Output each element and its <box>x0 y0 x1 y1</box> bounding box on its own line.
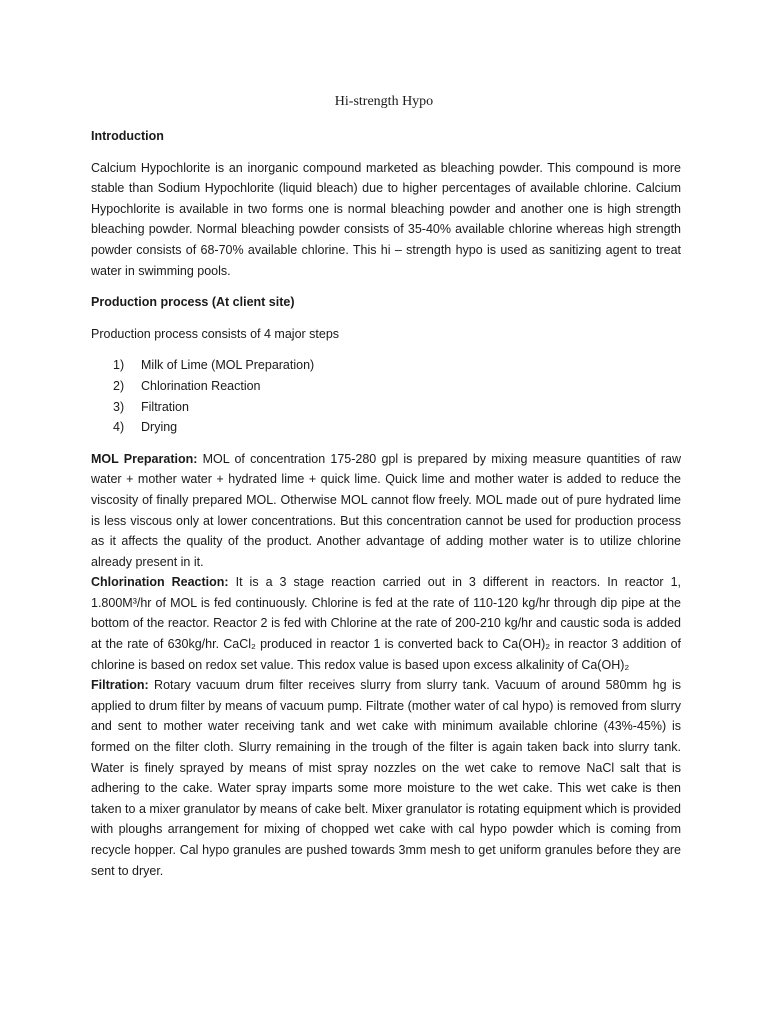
list-item-label: Filtration <box>141 399 189 414</box>
list-item-label: Drying <box>141 420 178 435</box>
filtration-section <box>91 675 681 881</box>
list-item-number: 1) <box>113 358 125 373</box>
filtration-label: Filtration: <box>91 678 149 693</box>
list-item-number: 4) <box>113 420 125 435</box>
list-item-number: 2) <box>113 378 125 393</box>
list-item <box>91 376 681 397</box>
production-steps-list <box>91 355 681 437</box>
chlorination-text: It is a 3 stage reaction carried out in 3 different in reactors. In reactor 1, 1.800M³/hr of MOL is fed continuously. Chlorine is fed at the rate of 110-120 kg/hr through dip pipe at the bottom of the reactor. Reactor 2 is fed with Chlorine at the rate of 200-210 kg/hr and caustic soda is added at the rate of 630kg/hr. CaCl₂ produced in reactor 1 is converted back to Ca(OH)₂ in reactor 3 addition of chlorine is based on redox set value. This redox value is based upon excess alkalinity of Ca(OH)₂ <box>91 575 682 672</box>
chlorination-label: Chlorination Reaction: <box>91 575 229 590</box>
production-heading: Production process (At client site) <box>91 295 295 310</box>
production-intro: Production process consists of 4 major steps <box>91 326 340 341</box>
list-item <box>91 355 681 376</box>
document-title: Hi-strength Hypo <box>334 94 434 109</box>
list-item-label: Milk of Lime (MOL Preparation) <box>141 358 315 373</box>
list-item-number: 3) <box>113 399 125 414</box>
list-item-label: Chlorination Reaction <box>141 378 261 393</box>
chlorination-section <box>91 572 681 675</box>
filtration-text: Rotary vacuum drum filter receives slurry from slurry tank. Vacuum of around 580mm hg is applied to drum filter by means of vacuum pump. Filtrate (mother water of cal hypo) is removed from slurry and sent to mother water receiving tank and wet cake with minimum available chlorine (43%-45%) is formed on the filter cloth. Slurry remaining in the trough of the filter is again taken back into slurry tank. Water is finely sprayed by means of mist spray nozzles on the wet cake to remove NaCl salt that is adhering to the cake. Water spray imparts some more moisture to the wet cake. This wet cake is then taken to a mixer granulator by means of cake belt. Mixer granulator is rotating equipment which is provided with ploughs arrangement for mixing of chopped wet cake with cal hypo powder which is coming from recycle hopper. Cal hypo granules are pushed towards 3mm mesh to get uniform granules before they are sent to dryer. <box>91 678 681 878</box>
list-item <box>91 397 681 418</box>
mol-preparation-text: MOL of concentration 175-280 gpl is prepared by mixing measure quantities of raw water + mother water + hydrated lime + quick lime. Quick lime and mother water is added to reduce the viscosity of finally prepared MOL. Otherwise MOL cannot flow freely. MOL made out of pure hydrated lime is less viscous only at lower concentrations. But this concentration cannot be used for production process as it affects the quality of the product. Another advantage of adding mother water is to utilize chlorine already present in it. <box>91 451 681 569</box>
mol-preparation-section <box>91 449 681 573</box>
introduction-heading: Introduction <box>91 129 164 143</box>
list-item <box>91 417 681 438</box>
introduction-paragraph: Calcium Hypochlorite is an inorganic compound marketed as bleaching powder. This compound is more stable than Sodium Hypochlorite (liquid bleach) due to higher percentages of available chlorine. Calcium Hypochlorite is available in two forms one is normal bleaching powder and another one is high strength bleaching powder. Normal bleaching powder consists of 35-40% available chlorine whereas high strength powder consists of 68-70% available chlorine. This hi – strength hypo is used as sanitizing agent to treat water in swimming pools. <box>91 160 681 278</box>
mol-preparation-label: MOL Preparation: <box>91 451 198 466</box>
document-body <box>91 126 681 881</box>
